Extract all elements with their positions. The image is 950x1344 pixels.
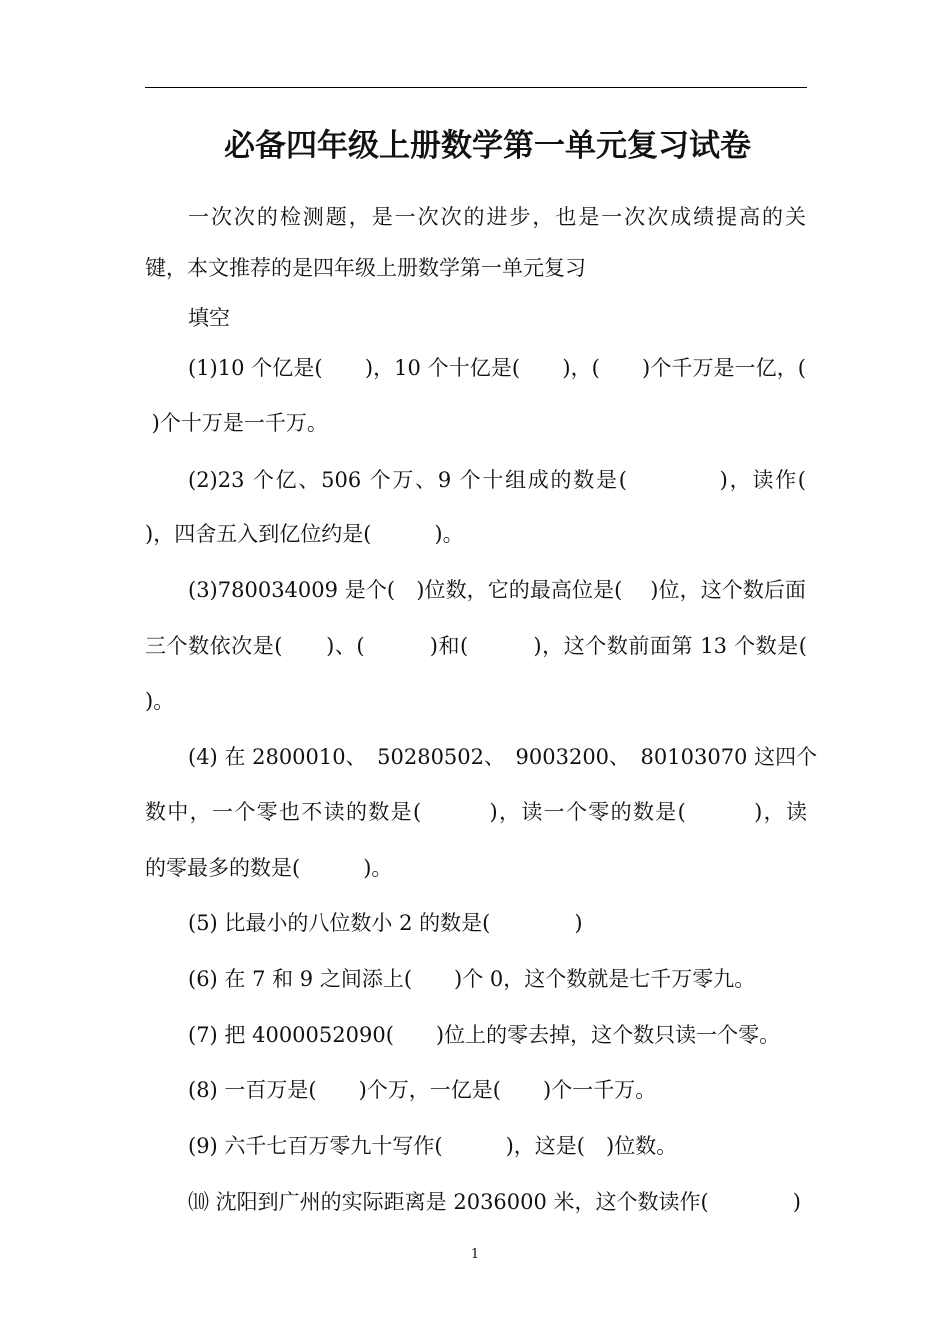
question-9: (9) 六千七百万零九十写作( )，这是( )位数。 <box>188 1134 678 1158</box>
question-1-line-1: (1)10 个亿是( )，10 个十亿是( )，( )个千万是一亿，( <box>188 356 806 380</box>
intro-line-2: 键，本文推荐的是四年级上册数学第一单元复习 <box>145 256 586 280</box>
question-2-line-2: )，四舍五入到亿位约是( )。 <box>145 522 464 546</box>
question-3-line-2: 三个数依次是( )、( )和( )，这个数前面第 13 个数是( <box>145 634 807 658</box>
question-5: (5) 比最小的八位数小 2 的数是( ) <box>188 911 583 935</box>
section-heading: 填空 <box>188 306 230 330</box>
question-4-line-1: (4) 在 2800010、 50280502、 9003200、 80103070 这四个 <box>188 745 818 769</box>
page-title: 必备四年级上册数学第一单元复习试卷 <box>224 128 751 164</box>
question-3-line-1: (3)780034009 是个( )位数，它的最高位是( )位，这个数后面 <box>188 578 806 602</box>
page-number: 1 <box>470 1247 480 1262</box>
question-3-line-3: )。 <box>145 689 175 713</box>
question-4-line-2: 数中，一个零也不读的数是( )，读一个零的数是( )，读 <box>145 800 807 824</box>
question-8: (8) 一百万是( )个万，一亿是( )个一千万。 <box>188 1078 657 1102</box>
intro-line-1: 一次次的检测题，是一次次的进步，也是一次次成绩提高的关 <box>188 205 806 229</box>
header-rule <box>145 87 807 88</box>
question-2-line-1: (2)23 个亿、506 个万、9 个十组成的数是( )，读作( <box>188 468 806 492</box>
question-4-line-3: 的零最多的数是( )。 <box>145 856 393 880</box>
question-1-line-2: )个十万是一千万。 <box>145 411 328 435</box>
question-6: (6) 在 7 和 9 之间添上( )个 0，这个数就是七千万零九。 <box>188 967 756 991</box>
question-7: (7) 把 4000052090( )位上的零去掉，这个数只读一个零。 <box>188 1023 781 1047</box>
question-10: ⑽ 沈阳到广州的实际距离是 2036000 米，这个数读作( ) <box>188 1190 801 1214</box>
